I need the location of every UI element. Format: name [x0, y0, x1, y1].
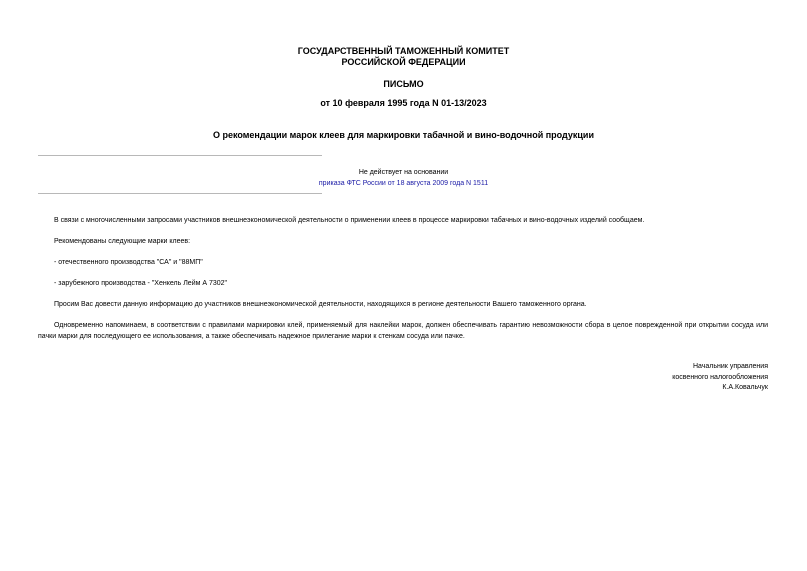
document-type: ПИСЬМО: [383, 79, 424, 89]
signature-name: К.А.Ковальчук: [722, 384, 768, 391]
repeal-order-link[interactable]: приказа ФТС России от 18 августа 2009 года N 1511: [318, 180, 489, 187]
document-subject: О рекомендации марок клеев для маркировки табачной и вино-водочной продукции: [212, 130, 594, 140]
separator-top: [38, 155, 322, 156]
paragraph-intro: В связи с многочисленными запросами участников внешнеэкономической деятельности о применении клеев в процессе маркировки табачных и вино-водочных изделий сообщаем.: [54, 217, 645, 224]
separator-bottom: [38, 193, 322, 194]
document-date-number: от 10 февраля 1995 года N 01-13/2023: [320, 98, 487, 108]
status-note: Не действует на основании: [358, 169, 449, 176]
list-item-foreign: - зарубежного производства - "Хенкель Лейм А 7302": [54, 280, 228, 287]
signature-position-line2: косвенного налогообложения: [672, 373, 768, 381]
signature-position-line1: Начальник управления: [692, 363, 768, 370]
paragraph-reminder: Одновременно напоминаем, в соответствии с правилами маркировки клей, применяемый для наклейки марок, должен обеспечивать гарантию невозможности сбора в целое поврежденной при открытии сосуда или пачки марки для последующего ее использования, а также обеспечивать надежное прилегание марки к стенкам сосуда или пачке.: [38, 322, 768, 340]
paragraph-request: Просим Вас довести данную информацию до участников внешнеэкономической деятельности, находящихся в регионе деятельности Вашего таможенного органа.: [54, 301, 587, 308]
list-item-domestic: - отечественного производства "СА" и "88МП": [54, 259, 203, 266]
issuing-authority-line1: ГОСУДАРСТВЕННЫЙ ТАМОЖЕННЫЙ КОМИТЕТ: [297, 46, 510, 56]
signature-block: [672, 362, 768, 394]
paragraph-recommended: Рекомендованы следующие марки клеев:: [54, 238, 191, 245]
issuing-authority-line2: РОССИЙСКОЙ ФЕДЕРАЦИИ: [341, 57, 466, 67]
